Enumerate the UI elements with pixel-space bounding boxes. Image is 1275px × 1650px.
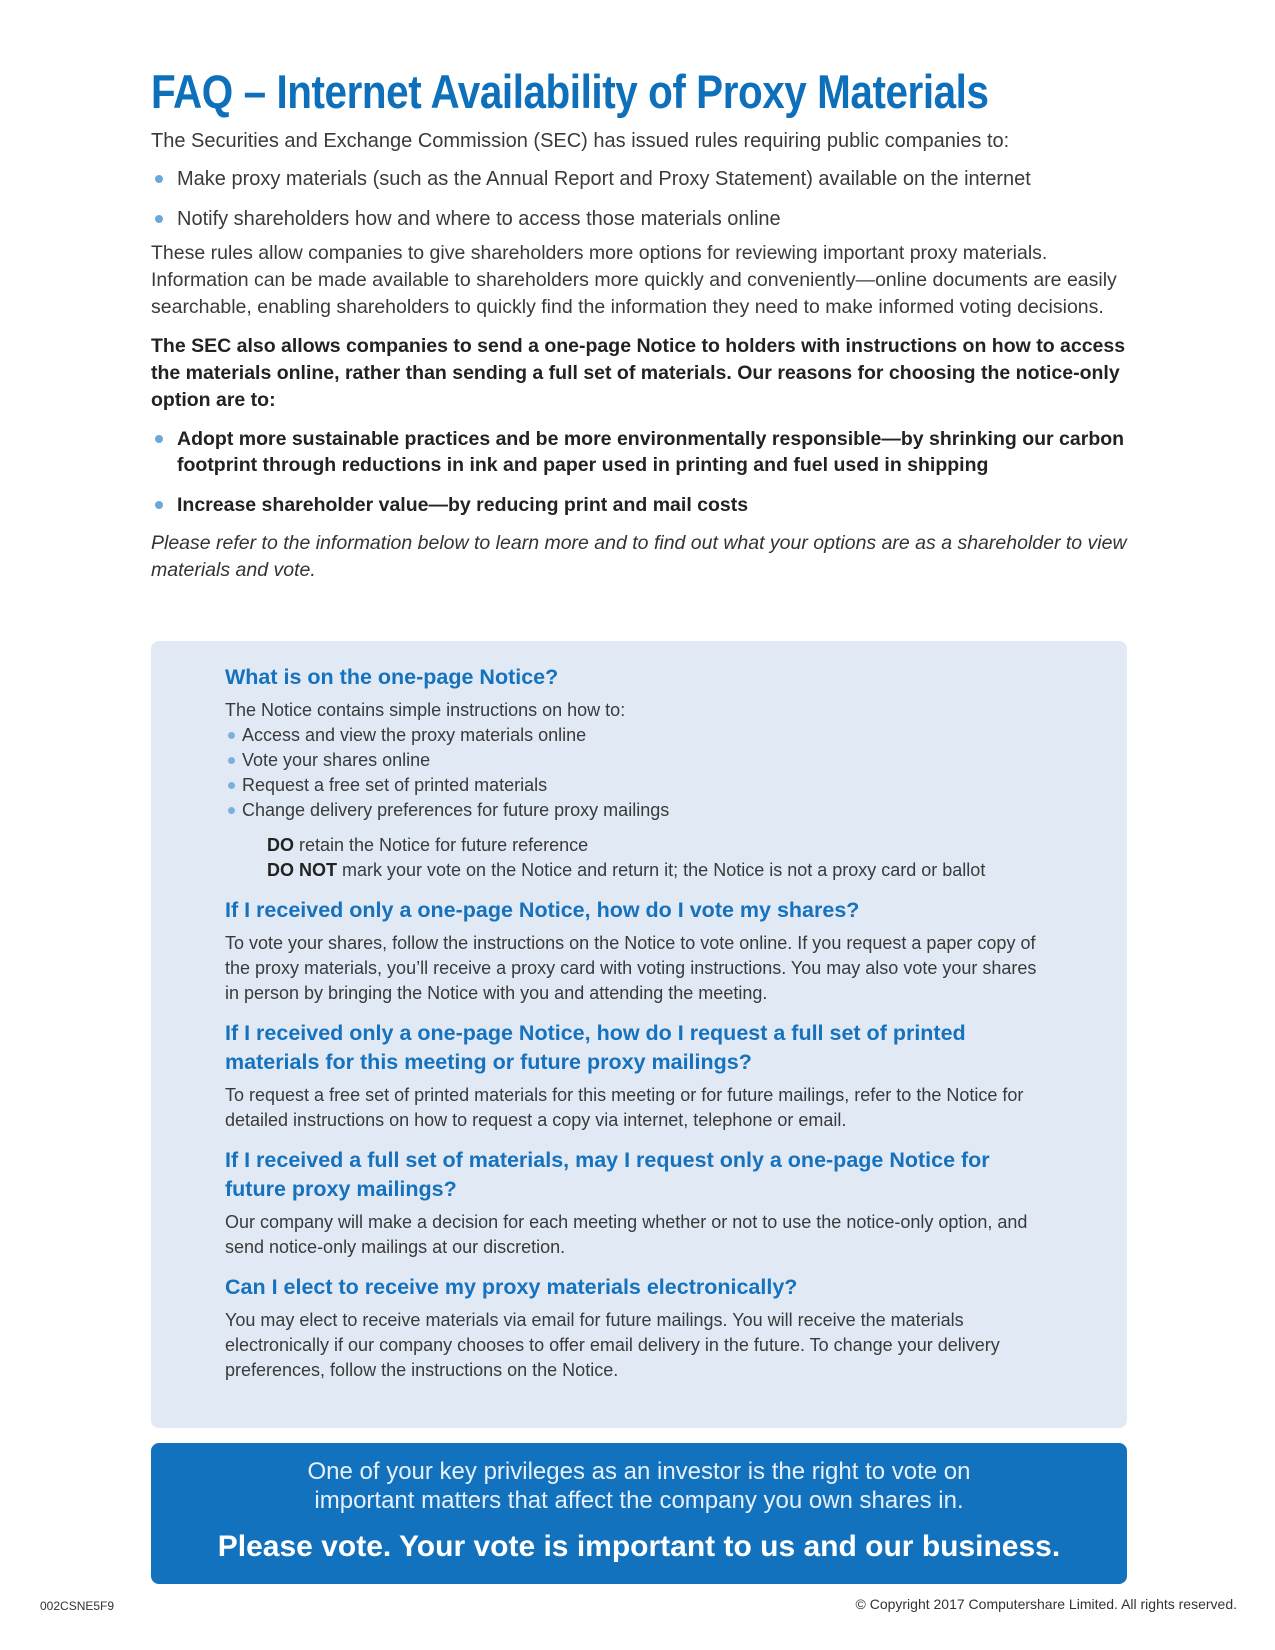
vote-message-line2: important matters that affect the company you own shares in. — [314, 1487, 964, 1514]
do-line — [267, 833, 1045, 858]
notice-option-paragraph: The SEC also allows companies to send a one-page Notice to holders with instructions on how to access the materials online, rather than sending a full set of materials. Our reasons for choosing the notice-only option are to: — [151, 335, 1126, 411]
list-item: Access and view the proxy materials online — [225, 723, 1045, 748]
list-item: Request a free set of printed materials — [225, 773, 1045, 798]
faq-content — [225, 663, 1045, 1383]
notice-instructions-list — [225, 723, 1045, 823]
list-item: Adopt more sustainable practices and be more environmentally responsible—by shrinking our carbon footprint through reductions in ink and paper used in printing and fuel used in shipping — [151, 426, 1136, 478]
do-label: DO — [267, 835, 294, 855]
list-item: Change delivery preferences for future proxy mailings — [225, 798, 1045, 823]
refer-paragraph: Please refer to the information below to learn more and to find out what your options are as a shareholder to view materials and vote. — [151, 532, 1127, 581]
benefits-paragraph: These rules allow companies to give shareholders more options for reviewing important proxy materials. Information can be made available to shareholders more quickly and conveniently—online documents are easily searchable, enabling shareholders to quickly find the information they need to make informed voting decisions. — [151, 242, 1117, 318]
faq-answer: To request a free set of printed materials for this meeting or for future mailings, refer to the Notice for detailed instructions on how to request a copy via internet, telephone or email. — [225, 1085, 1024, 1130]
do-text: retain the Notice for future reference — [294, 835, 589, 855]
document-code: 002CSNE5F9 — [40, 1599, 115, 1613]
copyright-notice: © Copyright 2017 Computershare Limited. All rights reserved. — [855, 1596, 1237, 1612]
list-item: Vote your shares online — [225, 748, 1045, 773]
faq-answer: The Notice contains simple instructions on how to: — [225, 700, 626, 720]
faq-answer: To vote your shares, follow the instructions on the Notice to vote online. If you request a paper copy of the proxy materials, you’ll receive a proxy card with voting instructions. You may also vote your shares in person by bringing the Notice with you and attending the meeting. — [225, 933, 1037, 1003]
vote-banner — [151, 1443, 1127, 1584]
vote-message-line1: One of your key privileges as an investor is the right to vote on — [307, 1458, 971, 1485]
faq-answer: You may elect to receive materials via email for future mailings. You will receive the materials electronically if our company chooses to offer email delivery in the future. To change your delivery preferences, follow the instructions on the Notice. — [225, 1310, 1000, 1380]
donot-text: mark your vote on the Notice and return it; the Notice is not a proxy card or ballot — [337, 860, 986, 880]
faq-question: Can I elect to receive my proxy materials electronically? — [225, 1275, 798, 1299]
list-item: Make proxy materials (such as the Annual Report and Proxy Statement) available on the internet — [151, 166, 1136, 192]
sec-rules-list — [151, 166, 1136, 232]
faq-panel — [151, 641, 1127, 1428]
faq-question: If I received a full set of materials, may I request only a one-page Notice for future proxy mailings? — [225, 1148, 990, 1201]
faq-question: If I received only a one-page Notice, how do I request a full set of printed materials for this meeting or future proxy mailings? — [225, 1021, 966, 1074]
reasons-list — [151, 426, 1136, 518]
faq-answer: Our company will make a decision for each meeting whether or not to use the notice-only option, and send notice-only mailings at our discretion. — [225, 1212, 1028, 1257]
do-donot-block — [267, 833, 1045, 883]
donot-line — [267, 858, 1045, 883]
list-item: Notify shareholders how and where to access those materials online — [151, 206, 1136, 232]
page-title: FAQ – Internet Availability of Proxy Materials — [151, 65, 989, 118]
vote-call-to-action: Please vote. Your vote is important to us and our business. — [217, 1530, 1061, 1563]
faq-question: If I received only a one-page Notice, how do I vote my shares? — [225, 898, 860, 922]
intro-lead: The Securities and Exchange Commission (SEC) has issued rules requiring public companies to: — [151, 130, 1010, 152]
list-item: Increase shareholder value—by reducing print and mail costs — [151, 492, 1136, 518]
intro-section — [151, 64, 1136, 584]
donot-label: DO NOT — [267, 860, 337, 880]
faq-question: What is on the one-page Notice? — [225, 665, 559, 689]
